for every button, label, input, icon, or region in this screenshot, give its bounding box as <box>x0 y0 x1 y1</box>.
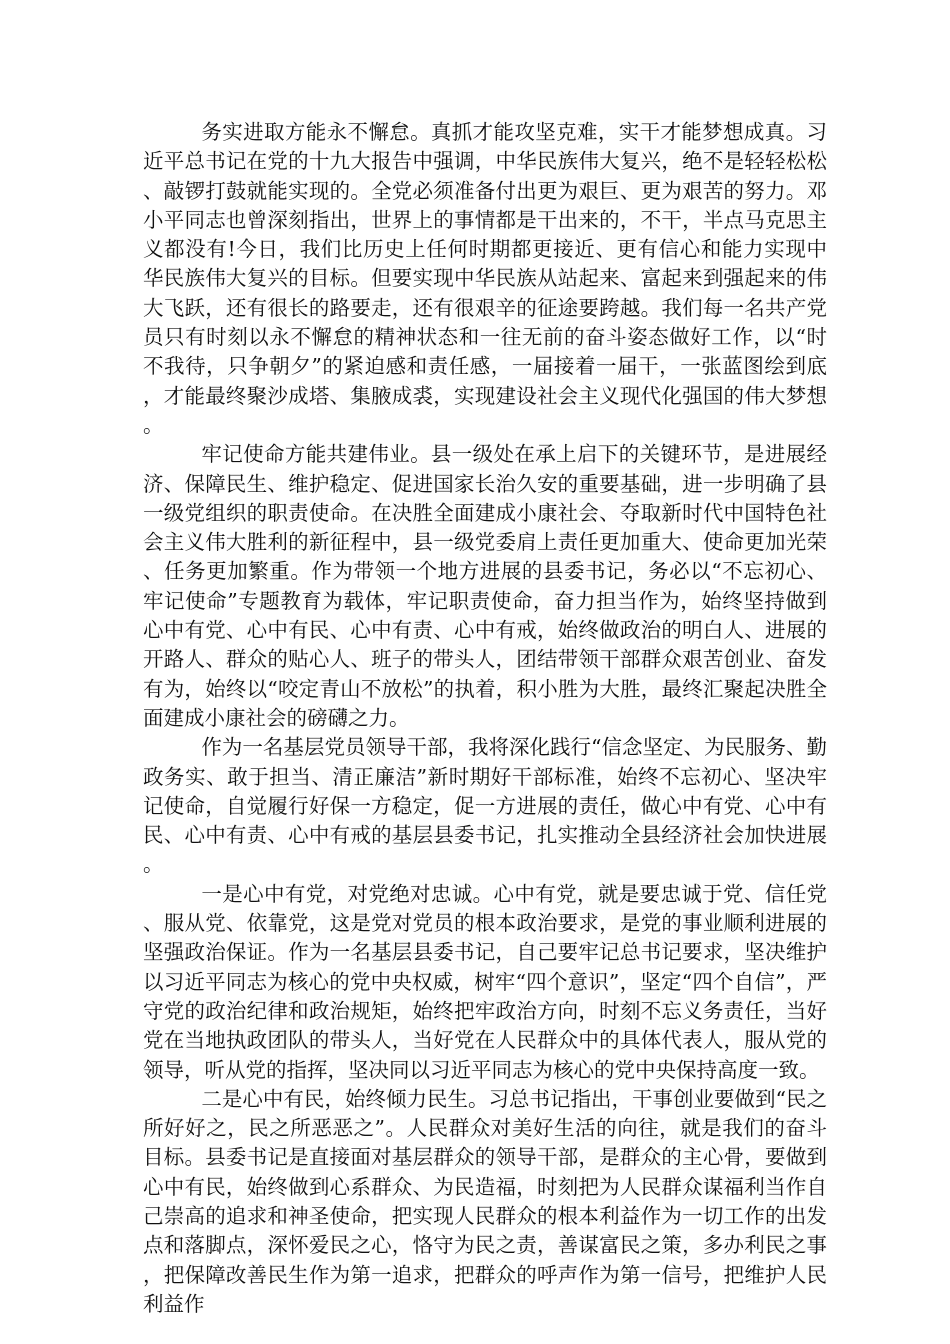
document-body <box>143 118 827 1319</box>
paragraph-1: 务实进取方能永不懈怠。真抓才能攻坚克难，实干才能梦想成真。习近平总书记在党的十九大报告中强调，中华民族伟大复兴，绝不是轻轻松松、敲锣打鼓就能实现的。全党必须准备付出更为艰巨、更为艰苦的努力。邓小平同志也曾深刻指出，世界上的事情都是干出来的，不干，半点马克思主义都没有!今日，我们比历史上任何时期都更接近、更有信心和能力实现中华民族伟大复兴的目标。但要实现中华民族从站起来、富起来到强起来的伟大飞跃，还有很长的路要走，还有很艰辛的征途要跨越。我们每一名共产党员只有时刻以永不懈怠的精神状态和一往无前的奋斗姿态做好工作，以“时不我待，只争朝夕”的紧迫感和责任感，一届接着一届干，一张蓝图绘到底，才能最终聚沙成塔、集腋成裘，实现建设社会主义现代化强国的伟大梦想。 <box>143 120 827 437</box>
paragraph-3: 作为一名基层党员领导干部，我将深化践行“信念坚定、为民服务、勤政务实、敢于担当、清正廉洁”新时期好干部标准，始终不忘初心、坚决牢记使命，自觉履行好保一方稳定，促一方进展的责任，做心中有党、心中有民、心中有责、心中有戒的基层县委书记，扎实推动全县经济社会加快进展。 <box>143 735 827 877</box>
paragraph-2: 牢记使命方能共建伟业。县一级处在承上启下的关键环节，是进展经济、保障民生、维护稳定、促进国家长治久安的重要基础，进一步明确了县一级党组织的职责使命。在决胜全面建成小康社会、夺取新时代中国特色社会主义伟大胜利的新征程中，县一级党委肩上责任更加重大、使命更加光荣、任务更加繁重。作为带领一个地方进展的县委书记，务必以“不忘初心、牢记使命”专题教育为载体，牢记职责使命，奋力担当作为，始终坚持做到心中有党、心中有民、心中有责、心中有戒，始终做政治的明白人、进展的开路人、群众的贴心人、班子的带头人，团结带领干部群众艰苦创业、奋发有为，始终以“咬定青山不放松”的执着，积小胜为大胜，最终汇聚起决胜全面建成小康社会的磅礴之力。 <box>143 442 827 730</box>
paragraph-4: 一是心中有党，对党绝对忠诚。心中有党，就是要忠诚于党、信任党、服从党、依靠党，这是党对党员的根本政治要求，是党的事业顺利进展的坚强政治保证。作为一名基层县委书记，自己要牢记总书记要求，坚决维护以习近平同志为核心的党中央权威，树牢“四个意识”，坚定“四个自信”，严守党的政治纪律和政治规矩，始终把牢政治方向，时刻不忘义务责任，当好党在当地执政团队的带头人，当好党在人民群众中的具体代表人，服从党的领导，听从党的指挥，坚决同以习近平同志为核心的党中央保持高度一致。 <box>143 881 827 1082</box>
paragraph-5: 二是心中有民，始终倾力民生。习总书记指出，干事创业要做到“民之所好好之，民之所恶恶之”。人民群众对美好生活的向往，就是我们的奋斗目标。县委书记是直接面对基层群众的领导干部，是群众的主心骨，要做到心中有民，始终做到心系群众、为民造福，时刻把为人民群众谋福利当作自己崇高的追求和神圣使命，把实现人民群众的根本利益作为一切工作的出发点和落脚点，深怀爱民之心，恪守为民之责，善谋富民之策，多办利民之事，把保障改善民生作为第一追求，把群众的呼声作为第一信号，把维护人民利益作 <box>143 1086 827 1316</box>
